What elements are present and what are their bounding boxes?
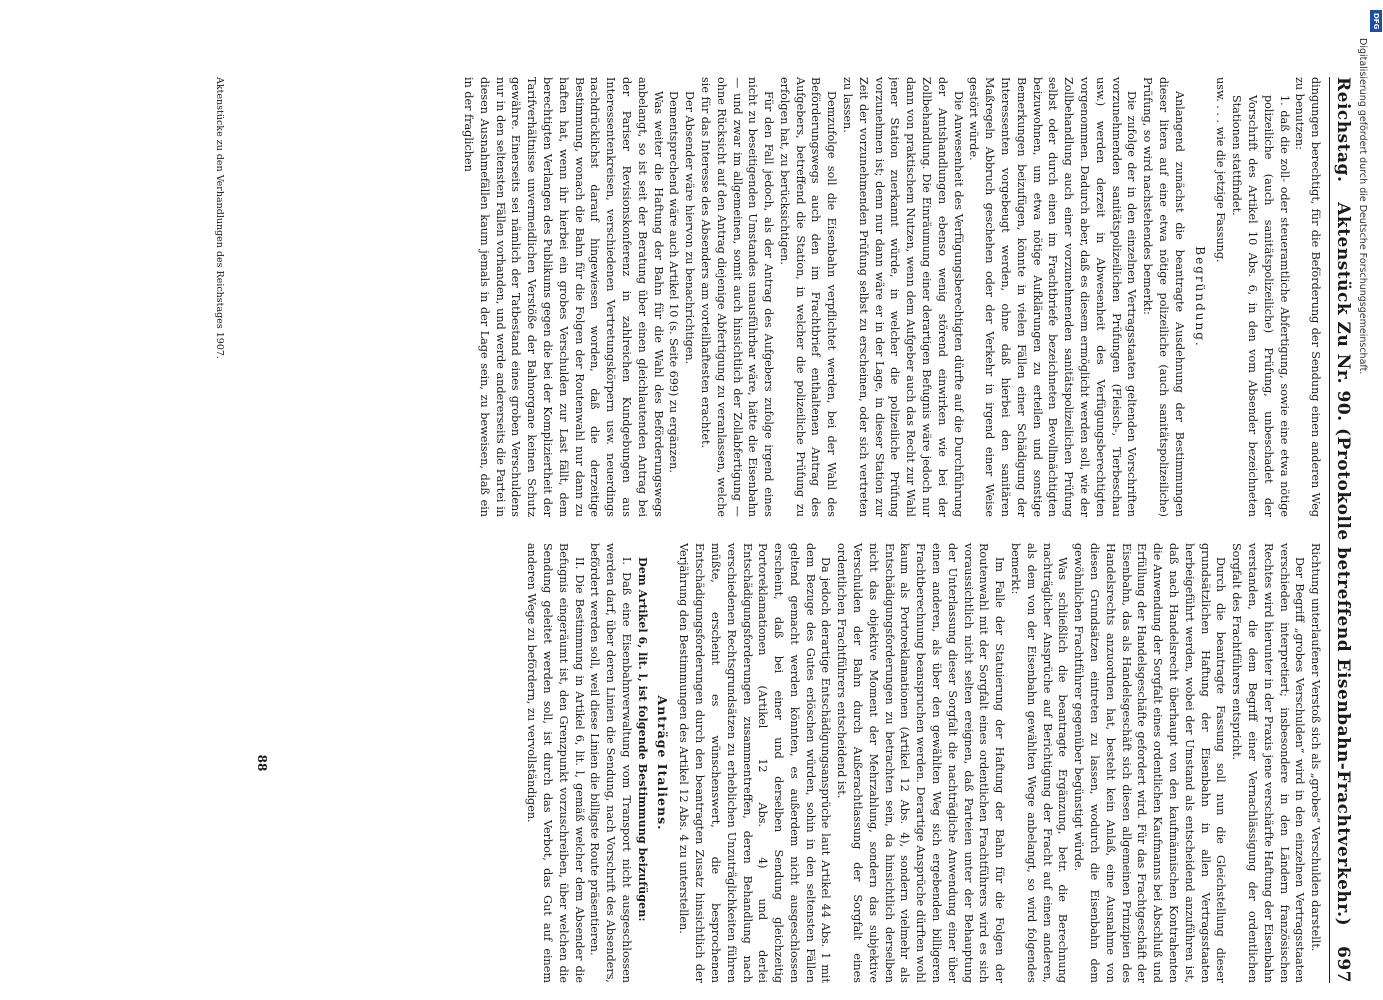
left-column — [203, 77, 1323, 517]
dfg-logo: DFG — [1370, 10, 1382, 32]
page-number: 697 — [1333, 946, 1353, 983]
header-title: Aktenstück Zu Nr. 90. (Protokolle betreffend Eisenbahn-Frachtverkehr.) — [1333, 202, 1353, 927]
left-paragraph: Die Anwesenheit des Verfügungsberechtigten dürfte auf die Durchführung der Amtshandlungen ebenso wenig störend einwirken wie bei der Zollbehandlung. Die Einräumung einer derartigen Befugnis wäre jedoch nur dann von praktischem Nutzen, wenn dem Aufgeber auch das Recht zur Wahl jener Station zuerkannt würde, in welcher die polizeiliche Prüfung vorzunehmen ist; denn nur dann wäre er in der Lage, in dieser Station zur Zeit der vorzunehmenden Prüfung selbst zu erscheinen, oder sich vertreten zu lassen. — [841, 77, 965, 517]
left-paragraph: 1. daß die zoll- oder steueramtliche Abfertigung, sowie eine etwa nötige polizeiliche (auch sanitätspolizeiliche) Prüfung, unbeschadet der Vorschrift des Artikel 10 Abs. 6, in den vom Absender bezeichneten Stationen stattfindet. — [1230, 95, 1291, 517]
document-page — [110, 55, 1360, 1000]
footnote: Aktenstücke zu den Verhandlungen des Reichstages 1907. — [214, 77, 225, 359]
left-heading: Begründung. — [1192, 246, 1207, 348]
left-paragraph: Der Absender wäre hiervon zu benachrichtigen. — [683, 91, 697, 365]
right-paragraph: Was schließlich die beantragte Ergänzung, betr. die Berechnung nachträglicher Ansprüche auf Berichtigung der Fracht auf einen anderen, als dem von der Eisenbahn gewählten Wege anbelangt, so wird folgendes bemerkt: — [1009, 543, 1070, 983]
right-paragraph: I. Daß eine Eisenbahnverwaltung vom Transport nicht ausgeschlossen werden darf, über deren Linien die Sendung, nach Vorschrift des Absenders, befördert werden soll, weil diese Linien die billigste Route präsentieren. — [588, 543, 633, 983]
right-paragraph: Da jedoch derartige Entschädigungsansprüche laut Artikel 44 Abs. 1 mit dem Bezuge des Gutes erlöschen würden, sohin in den seltensten Fällen geltend gemacht werden könnten, es außerdem nicht ausgeschlossen erscheint, daß bei einer und derselben Sendung gleichzeitig Portoreklamationen (Artikel 12 Abs. 4) und derlei Entschädigungsforderungen zusammentreffen, deren Behandlung nach verschiedenen Rechtsgrundsätzen zu erheblichen Unzuträglichkeiten führen müßte, erscheint es wünschenswert, die besprochenen Entschädigungsforderungen durch den beantragten Zusatz hinsichtlich der Verjährung den Bestimmungen des Artikel 12 Abs. 4 zu unterstellen. — [677, 543, 833, 983]
right-heading: Anträge Italiens. — [654, 695, 670, 831]
signature-mark: 88 — [255, 754, 269, 772]
page-header — [1329, 77, 1353, 983]
left-paragraph: usw. . . . wie die jetzige Fassung. — [1214, 77, 1228, 263]
right-paragraph: Im Falle der Statuierung der Haftung der Bahn für die Folgen der Routenwahl mit der Sorgfalt eines ordentlichen Frachtführers wird es sich voraussichtlich nicht selten ereignen, daß Parteien unter der Behauptung der Unterlassung dieser Sorgfalt die nachträgliche Anwendung einer über einen anderen, als über den gewählten Weg sich ergebenden billigeren Frachtberechnung beanspruchen werden. Derartige Ansprüche dürften wohl kaum als Portoreklamationen (Artikel 12 Abs. 4), sondern vielmehr als Entschädigungsforderungen zu betrachten sein, da hinsichtlich derselben nicht das objektive Moment der Mehrzahlung, sondern das subjektive Verschulden der Bahn durch Außerachtlassung der Sorgfalt eines ordentlichen Frachtführers entscheidend ist. — [835, 543, 1007, 983]
left-paragraph: dingungen berechtigt, für die Beförderung der Sendung einen anderen Weg zu benutzen: — [1293, 77, 1323, 517]
digitization-note — [1350, 10, 1370, 670]
header-left: Reichstag. — [1333, 77, 1353, 183]
text-columns — [203, 77, 1323, 983]
right-paragraph: Dem Artikel 6, lit. l, ist folgende Bestimmung beizufügen: — [635, 557, 650, 922]
right-paragraph: II. Die Bestimmung in Artikel 6, lit. l, gemäß welcher dem Absender die Befugnis eingeräumt ist, den Grenzpunkt vorzuschreiben, über welchen die Sendung geleitet werden soll, ist durch das Verbot, das Gut auf einem anderen Wege zu befördern, zu vervollständigen. — [525, 543, 586, 983]
right-paragraph: Richtung unterlaufener Verstoß sich als „grobes“ Verschulden darstellt. — [1309, 543, 1323, 952]
left-paragraph: Für den Fall jedoch, als der Antrag des Aufgebers zufolge irgend eines nicht zu beseitigenden Umstandes unausführbar wäre, hätte die Eisenbahn — und zwar im allgemeinen, somit auch hinsichtlich der Zollabfertigung — ohne Rücksicht auf den Antrag diejenige Abfertigung zu veranlassen, welche sie für das Interesse des Absenders am vorteilhaftesten erachtet. — [698, 77, 776, 517]
left-paragraph: Was weiter die Haftung der Bahn für die Wahl des Beförderungswegs anbelangt, so ist seit der Beratung über einen gleichlautenden Antrag bei der Pariser Revisionskonferenz in zahlreichen Kundgebungen aus Interessentenkreisen, verschiedenen Vertretungskörpern usw. neuerdings nachdrücklichst darauf hingewiesen worden, daß die derzeitige Bestimmung, wonach die Bahn für die Folgen der Routenwahl nur dann zu haften hat, wenn ihr hierbei ein grobes Verschulden zur Last fällt, dem berechtigten Verlangen des Publikums gegen die bei der Kompliziertheit der Tarifverhältnisse unvermeidlichen Verstöße der Bahnorgane keinen Schutz gewähre. Einerseits sei nämlich der Tatbestand eines groben Verschuldens nur in den seltensten Fällen vorhanden, und werde andererseits die Partei in diesen Ausnahmefällen kaum jemals in der Lage sein, zu beweisen, daß ein in der fraglichen — [461, 77, 665, 517]
digitization-note-text: Digitalisierung gefördert durch die Deutsche Forschungsgemeinschaft. — [1357, 38, 1368, 375]
left-paragraph: Dementsprechend wäre auch Artikel 10 (s. Seite 699) zu ergänzen. — [667, 91, 681, 473]
left-paragraph: Die zufolge der in den einzelnen Vertragsstaaten geltenden Vorschriften vorzunehmenden sanitätspolizeilichen Prüfungen (Fleisch-, Tierbeschau usw.) werden derzeit in Abwesenheit des Verfügungsberechtigten vorgenommen. Dadurch aber, daß es diesem ermöglicht werden soll, wie der Zollbehandlung auch einer vorzunehmenden sanitätspolizeilichen Prüfung selbst oder durch einen im Frachtbriefe bezeichneten Bevollmächtigten beizuwohnen, um etwa nötige Aufklärungen zu erteilen und sonstige Bemerkungen beizufügen, könnte in vielen Fällen einer Schädigung der Interessenten vorgebeugt werden, ohne daß hierbei den sanitären Maßregeln Abbruch geschehen oder der Verkehr in irgend einer Weise gestört würde. — [967, 77, 1139, 517]
right-paragraph: Durch die beantragte Fassung soll nun die Gleichstellung dieser grundsätzlichen Haftung der Eisenbahn in allen Vertragsstaaten herbeigeführt werden, wobei der Umstand als entscheidend anzuführen ist, daß nach Handelsrecht überhaupt von den kaufmännischen Kontrahenten die Anwendung der Sorgfalt eines ordentlichen Kaufmanns bei Abschluß und Erfüllung der Handelsgeschäfte gefordert wird. Für das Frachtgeschäft der Eisenbahn, das als Handelsgeschäft sich diesen allgemeinen Prinzipien des Handelsrechts anzuordnen hat, besteht kein Anlaß, eine Ausnahme von diesen Grundsätzen eintreten zu lassen, wodurch die Eisenbahn dem gewöhnlichen Frachtführer gegenüber begünstigt würde. — [1072, 543, 1228, 983]
right-column — [203, 543, 1323, 983]
left-paragraph: Anlangend zunächst die beantragte Ausdehnung der Bestimmungen dieser litera auf eine etwa nötige polizeiliche (auch sanitätspolizeiliche) Prüfung, so wird nachstehendes bemerkt: — [1141, 77, 1186, 517]
right-paragraph: Der Begriff „grobes Verschulden“ wird in den einzelnen Vertragsstaaten verschieden interpretiert; insbesondere in den Ländern französischen Rechtes wird hierunter in der Praxis jene verschärfte Haftung der Eisenbahn verstanden, die dem Begriff einer Vernachlässigung der ordentlichen Sorgfalt des Frachtführers entspricht. — [1230, 543, 1307, 983]
left-paragraph: Demzufolge soll die Eisenbahn verpflichtet werden, bei der Wahl des Beförderungswegs auch den im Frachtbrief enthaltenen Antrag des Aufgebers, betreffend die Station, in welcher die polizeiliche Prüfung zu erfolgen hat, zu berücksichtigen. — [777, 77, 839, 517]
